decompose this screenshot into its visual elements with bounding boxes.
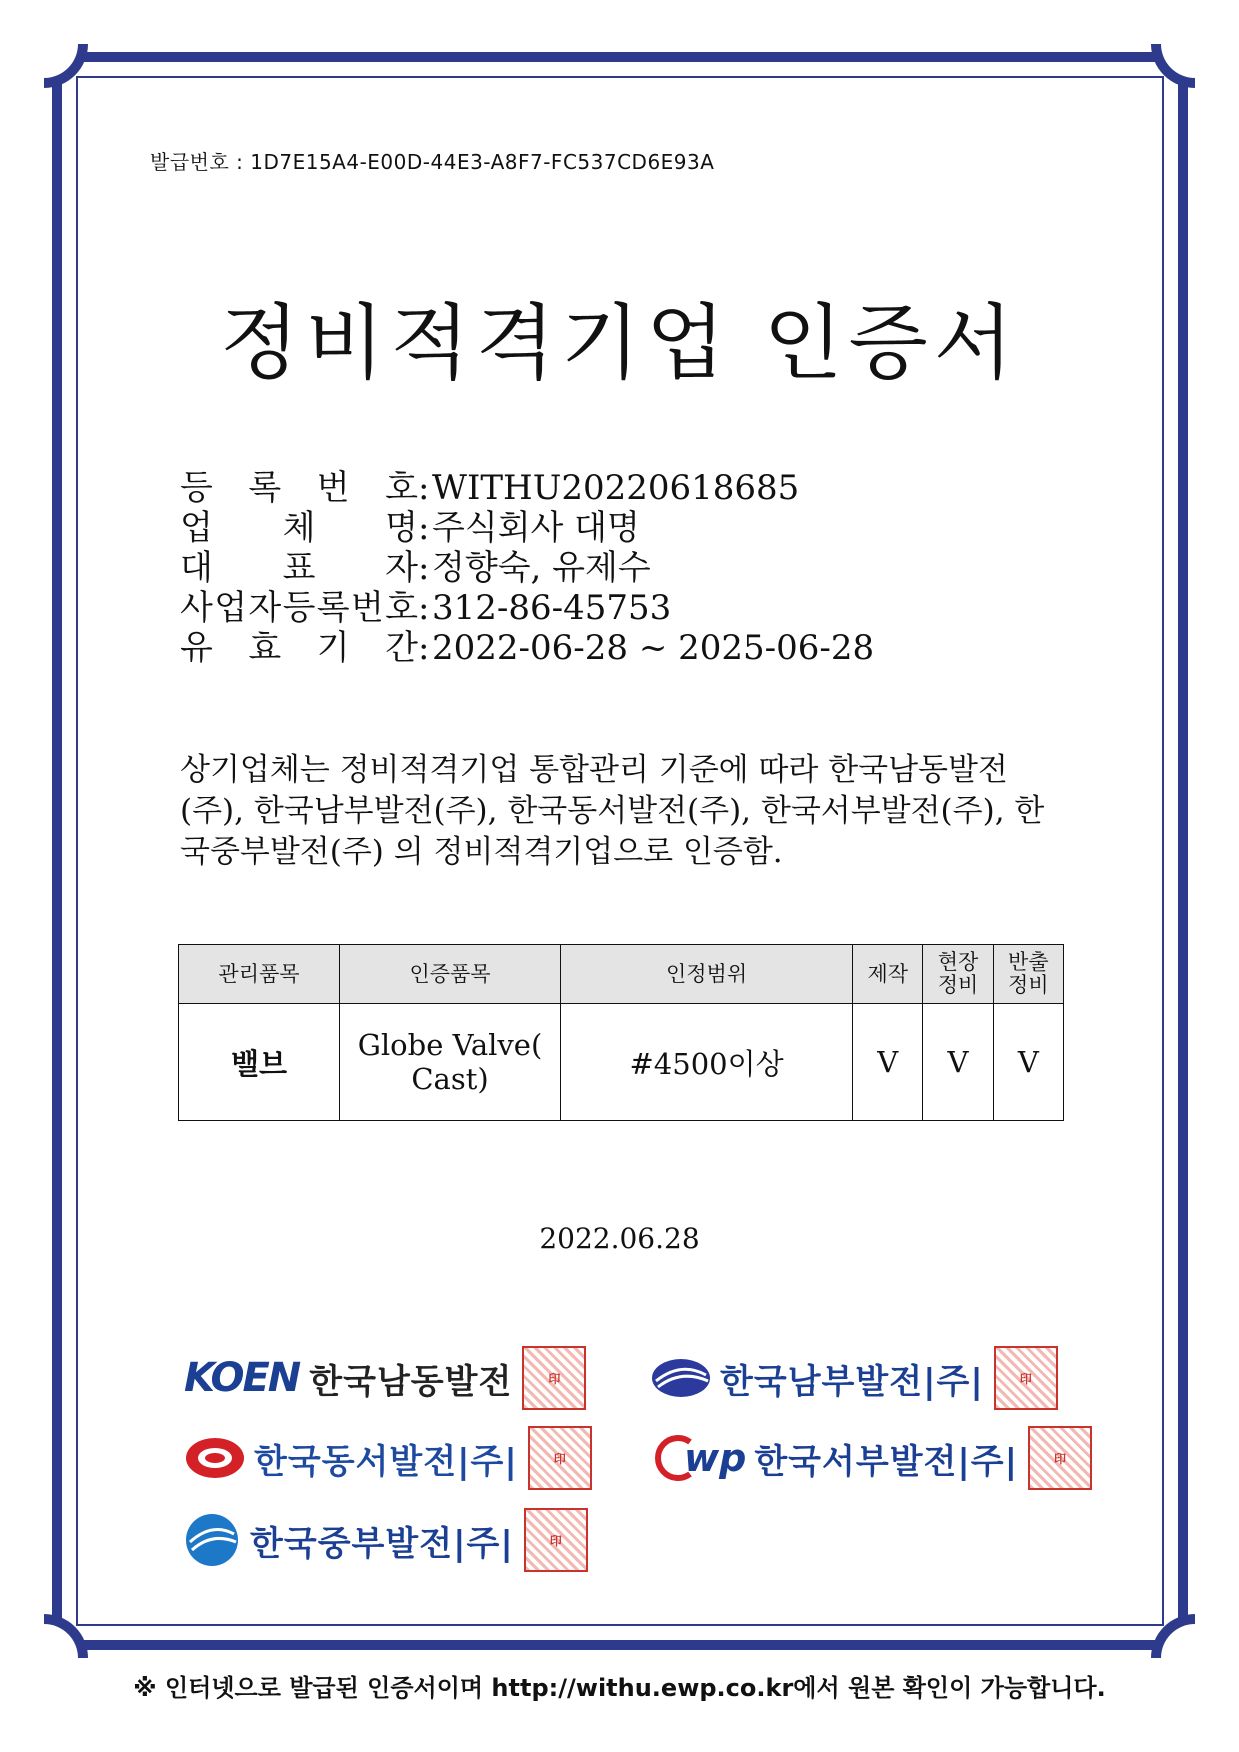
logo-name: 한국남동발전 (309, 1361, 513, 1402)
logo-kospo (650, 1346, 1058, 1410)
field-label: 업 체 명 (180, 508, 418, 548)
issue-date: 2022.06.28 (539, 1222, 700, 1255)
kospo-logo-icon (650, 1357, 712, 1399)
issue-number-label: 발급번호 (150, 150, 230, 174)
table-header: 관리품목 (179, 945, 340, 1004)
table-cell: Globe Valve( Cast) (340, 1004, 561, 1121)
field-validity-period: 유 효 기 간 : 2022-06-28 ~ 2025-06-28 (180, 628, 875, 668)
logo-komipo (184, 1508, 588, 1572)
seal-stamp: 印 (1028, 1426, 1092, 1490)
table-header: 인정범위 (561, 945, 853, 1004)
seal-stamp: 印 (524, 1508, 588, 1572)
table-cell: V (923, 1004, 993, 1121)
issue-number: 발급번호 : 1D7E15A4-E00D-44E3-A8F7-FC537CD6E93A (150, 150, 715, 174)
certified-items-table (178, 944, 1064, 1121)
certificate-title: 정비적격기업 인증서 (220, 296, 1019, 391)
verification-note: ※ 인터넷으로 발급된 인증서이며 http://withu.ewp.co.kr에서 원본 확인이 가능합니다. (133, 1674, 1106, 1702)
logo-koen (184, 1346, 586, 1410)
logo-name: 한국동서발전|주| (254, 1441, 518, 1482)
seal-stamp: 印 (994, 1346, 1058, 1410)
seal-stamp: 印 (528, 1426, 592, 1490)
logo-name: 한국중부발전|주| (250, 1523, 514, 1564)
field-business-number: 사 업 자 등 록 번 호 : 312-86-45753 (180, 588, 672, 628)
certification-statement: 상기업체는 정비적격기업 통합관리 기준에 따라 한국남동발전(주), 한국남부발전(주), 한국동서발전(주), 한국서부발전(주), 한국중부발전(주) 의 정비적격기업으로 인증함. (180, 752, 1045, 870)
table-cell: V (853, 1004, 923, 1121)
table-cell: V (993, 1004, 1063, 1121)
table-header: 인증품목 (340, 945, 561, 1004)
field-label: 사 업 자 등 록 번 호 (180, 588, 418, 628)
table-cell: 밸브 (179, 1004, 340, 1121)
logo-ewp (184, 1426, 592, 1490)
field-value: 312-86-45753 (432, 588, 672, 628)
issue-number-value: 1D7E15A4-E00D-44E3-A8F7-FC537CD6E93A (250, 150, 715, 174)
seal-stamp: 印 (522, 1346, 586, 1410)
field-value: 정향숙, 유제수 (432, 548, 651, 588)
ewp-logo-icon (184, 1436, 246, 1480)
field-value: 주식회사 대명 (432, 508, 640, 548)
komipo-logo-icon (184, 1512, 240, 1568)
field-value: WITHU20220618685 (432, 468, 800, 508)
table-header-row (179, 945, 1064, 1004)
certificate-fields (180, 468, 874, 668)
field-registration-number: 등 록 번 호 : WITHU20220618685 (180, 468, 800, 508)
wp-logo-mark: wp (684, 1436, 747, 1480)
logo-name: 한국서부발전|주| (754, 1441, 1019, 1482)
table-header: 제작 (853, 945, 923, 1004)
field-label: 대 표 자 (180, 548, 418, 588)
table-header: 현장 정비 (923, 945, 993, 1004)
table-header: 반출 정비 (993, 945, 1063, 1004)
logo-kowepo (650, 1426, 1092, 1490)
field-representative: 대 표 자 : 정향숙, 유제수 (180, 548, 651, 588)
field-company-name: 업 체 명 : 주식회사 대명 (180, 508, 640, 548)
field-value: 2022-06-28 ~ 2025-06-28 (432, 628, 875, 668)
table-cell: #4500이상 (561, 1004, 853, 1121)
field-label: 등 록 번 호 (180, 468, 418, 508)
koen-logo-mark: KOEN (184, 1355, 300, 1401)
field-label: 유 효 기 간 (180, 628, 418, 668)
table-row (179, 1004, 1064, 1121)
logo-name: 한국남부발전|주| (720, 1361, 984, 1402)
